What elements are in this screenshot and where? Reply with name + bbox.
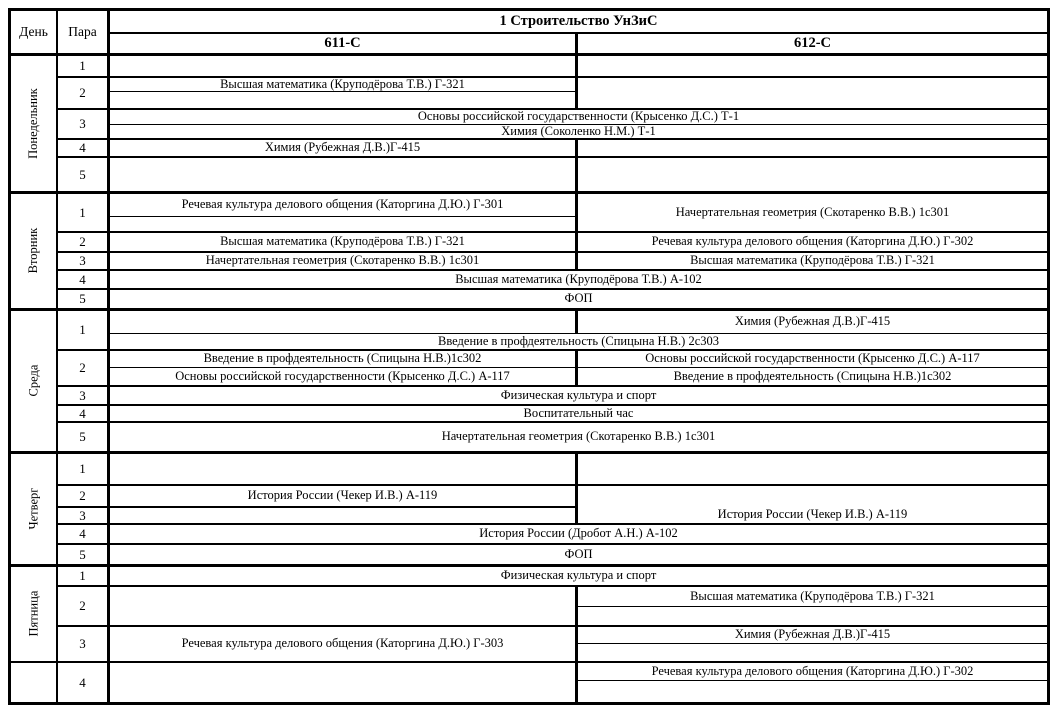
empty-lesson-cell	[575, 643, 1047, 661]
pair-number: 5	[58, 288, 110, 308]
day-label: Пятница	[25, 591, 40, 637]
pair-number: 1	[58, 194, 110, 231]
day-column-header: День	[11, 11, 58, 53]
day-label: Вторник	[25, 228, 40, 274]
day-section	[11, 564, 1047, 702]
pair-number: 4	[58, 269, 110, 288]
pair-number: 4	[58, 404, 110, 421]
lesson-cell: История России (Дробот А.Н.) А-102	[110, 523, 1047, 543]
day-label-cell	[11, 311, 58, 451]
timetable	[8, 8, 1050, 705]
pair-number: 1	[58, 311, 110, 349]
lesson-text: История России (Чекер И.В.) А-119	[717, 506, 908, 521]
empty-lesson-cell	[110, 506, 575, 523]
empty-lesson-cell	[575, 156, 1047, 191]
day-section	[11, 451, 1047, 564]
empty-lesson-cell	[575, 454, 1047, 484]
empty-lesson-cell	[575, 138, 1047, 156]
lesson-cell: Начертательная геометрия (Скотаренко В.В.) 1с301	[575, 194, 1047, 231]
lesson-cell: Речевая культура делового общения (Каторгина Д.Ю.) Г-303	[110, 625, 575, 661]
group-611-header: 611-С	[110, 32, 575, 53]
pair-number: 3	[58, 625, 110, 661]
lesson-cell: ФОП	[110, 288, 1047, 308]
pair-number: 5	[58, 421, 110, 451]
pair-number: 2	[58, 585, 110, 625]
group-title: 1 Строительство УнЗиС	[499, 13, 658, 29]
lesson-cell: Воспитательный час	[110, 404, 1047, 421]
lesson-cell: Высшая математика (Круподёрова Т.В.) А-102	[110, 269, 1047, 288]
lesson-cell: Высшая математика (Круподёрова Т.В.) Г-321	[110, 76, 575, 91]
lesson-cell: Физическая культура и спорт	[500, 568, 657, 583]
empty-lesson-cell	[110, 156, 575, 191]
empty-lesson-cell	[575, 606, 1047, 625]
lesson-cell: Основы российской государственности (Крысенко Д.С.) А-117	[110, 367, 575, 385]
lesson-cell: Начертательная геометрия (Скотаренко В.В.) 1с301	[110, 251, 575, 269]
empty-lesson-cell	[575, 680, 1047, 702]
pair-number: 2	[58, 231, 110, 251]
pair-number: 3	[58, 108, 110, 138]
pair-number: 2	[58, 76, 110, 108]
pair-number: 3	[58, 251, 110, 269]
lesson-cell: Введение в профдеятельность (Спицына Н.В.)1с302	[110, 349, 575, 367]
pair-column-header: Пара	[58, 11, 110, 53]
day-label-cell	[11, 194, 58, 308]
empty-lesson-cell	[110, 585, 575, 625]
lesson-cell: История России (Чекер И.В.) А-119	[110, 484, 575, 506]
pair-number: 3	[58, 385, 110, 404]
pair-number: 4	[58, 138, 110, 156]
day-label: Понедельник	[25, 88, 40, 159]
empty-lesson-cell	[110, 56, 575, 76]
day-label: Четверг	[25, 488, 40, 530]
lesson-cell: Речевая культура делового общения (Каторгина Д.Ю.) Г-302	[575, 661, 1047, 680]
lesson-cell: Высшая математика (Круподёрова Т.В.) Г-321	[575, 251, 1047, 269]
pair-number: 1	[58, 56, 110, 76]
lesson-cell	[575, 484, 1047, 523]
lesson-cell: Химия (Рубежная Д.В.)Г-415	[575, 311, 1047, 333]
pair-number: 4	[58, 661, 110, 702]
day-section	[11, 191, 1047, 308]
pair-number: 4	[58, 523, 110, 543]
timetable-header	[11, 11, 1047, 53]
lesson-cell: Основы российской государственности (Крысенко Д.С.) А-117	[575, 349, 1047, 367]
day-label: Среда	[25, 365, 40, 397]
lesson-cell: Высшая математика (Круподёрова Т.В.) Г-321	[110, 231, 575, 251]
lesson-cell: Введение в профдеятельность (Спицына Н.В.)1с302	[575, 367, 1047, 385]
lesson-cell: Речевая культура делового общения (Каторгина Д.Ю.) Г-302	[575, 231, 1047, 251]
day-label-cell	[11, 56, 58, 191]
empty-lesson-cell	[110, 661, 575, 702]
group-612-header: 612-С	[575, 32, 1047, 53]
days-container	[11, 53, 1047, 702]
lesson-cell: Основы российской государственности (Крысенко Д.С.) Т-1	[110, 108, 1047, 124]
pair-number: 2	[58, 484, 110, 506]
empty-lesson-cell	[110, 216, 575, 231]
day-section	[11, 53, 1047, 191]
lesson-cell: Речевая культура делового общения (Каторгина Д.Ю.) Г-301	[181, 197, 504, 212]
pair-number: 2	[58, 349, 110, 385]
pair-number: 5	[58, 543, 110, 564]
lesson-cell: Введение в профдеятельность (Спицына Н.В.) 2с303	[110, 333, 1047, 349]
empty-lesson-cell	[110, 91, 575, 108]
empty-lesson-cell	[575, 56, 1047, 76]
pair-number: 3	[58, 506, 110, 523]
empty-lesson-cell	[575, 76, 1047, 108]
pair-number: 1	[58, 567, 110, 585]
lesson-cell: Химия (Соколенко Н.М.) Т-1	[110, 124, 1047, 138]
empty-lesson-cell	[110, 454, 575, 484]
day-label-cell	[11, 454, 58, 564]
lesson-cell: Физическая культура и спорт	[110, 385, 1047, 404]
pair-number: 1	[58, 454, 110, 484]
day-empty-cell	[11, 661, 58, 702]
lesson-cell: Высшая математика (Круподёрова Т.В.) Г-321	[575, 585, 1047, 606]
lesson-cell: ФОП	[110, 543, 1047, 564]
lesson-cell: Химия (Рубежная Д.В.)Г-415	[110, 138, 575, 156]
day-label-cell	[11, 567, 58, 661]
pair-number: 5	[58, 156, 110, 191]
lesson-cell: Начертательная геометрия (Скотаренко В.В.) 1с301	[110, 421, 1047, 451]
lesson-cell: Химия (Рубежная Д.В.)Г-415	[575, 625, 1047, 643]
empty-lesson-cell	[110, 311, 575, 333]
day-section	[11, 308, 1047, 451]
